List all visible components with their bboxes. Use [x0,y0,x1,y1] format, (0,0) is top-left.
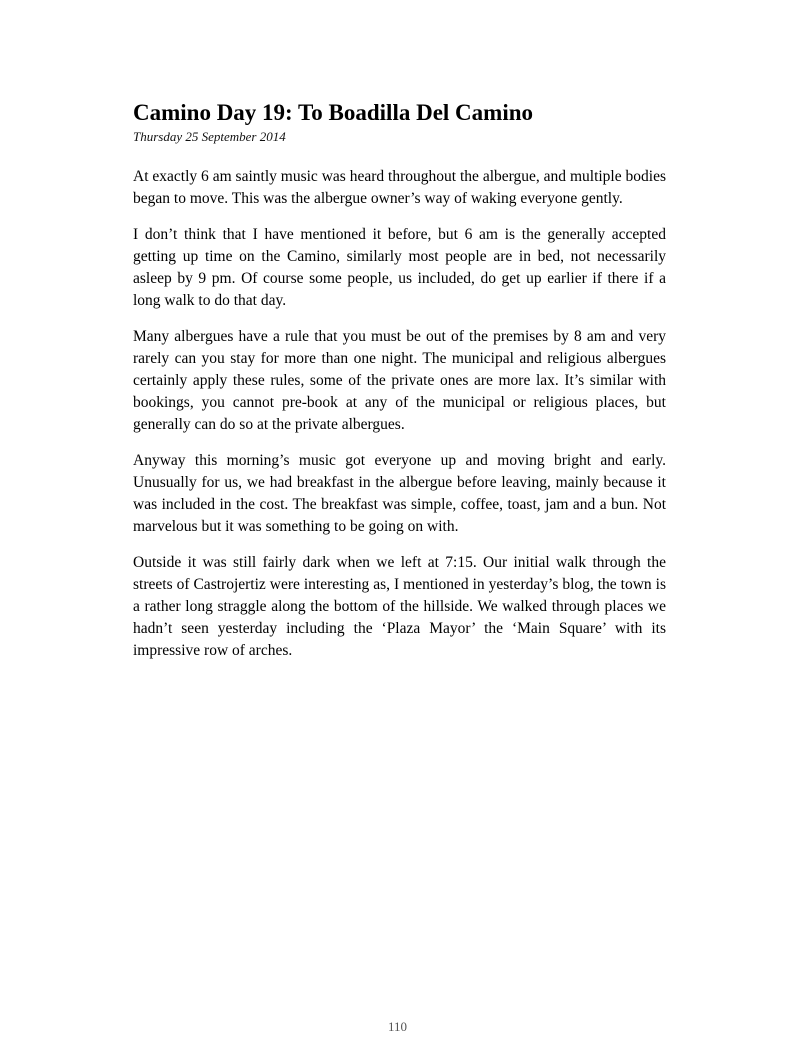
paragraph: I don’t think that I have mentioned it before, but 6 am is the generally accepted getting up time on the Camino, similarly most people are in bed, not necessarily asleep by 9 pm. Of course some people, us included, do get up earlier if there if a long walk to do that day. [133,225,666,309]
paragraph: At exactly 6 am saintly music was heard throughout the albergue, and multiple bodies began to move. This was the albergue owner’s way of waking everyone gently. [133,167,666,207]
page-content [133,99,666,676]
paragraph: Outside it was still fairly dark when we left at 7:15. Our initial walk through the streets of Castrojertiz were interesting as, I mentioned in yesterday’s blog, the town is a rather long straggle along the bottom of the hillside. We walked through places we hadn’t seen yesterday including the ‘Plaza Mayor’ the ‘Main Square’ with its impressive row of arches. [133,553,666,659]
page-number: 110 [387,1019,408,1034]
paragraph: Many albergues have a rule that you must be out of the premises by 8 am and very rarely can you stay for more than one night. The municipal and religious albergues certainly apply these rules, some of the private ones are more lax. It’s similar with bookings, you cannot pre-book at any of the municipal or religious places, but generally can do so at the private albergues. [133,327,666,433]
body-text [133,166,666,662]
post-date: Thursday 25 September 2014 [133,128,286,144]
paragraph: Anyway this morning’s music got everyone up and moving bright and early. Unusually for us, we had breakfast in the albergue before leaving, mainly because it was included in the cost. The breakfast was simple, coffee, toast, jam and a bun. Not marvelous but it was something to be going on with. [133,451,666,535]
page-title: Camino Day 19: To Boadilla Del Camino [133,100,533,125]
